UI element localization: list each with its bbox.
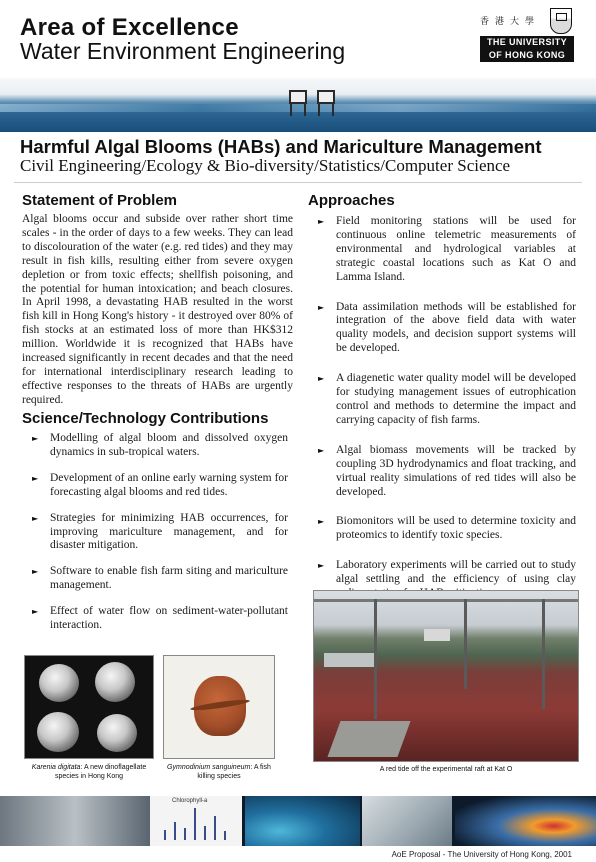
list-item: ► Biomonitors will be used to determine toxicity and proteomics to identify toxic species. <box>318 515 576 543</box>
contributions-list <box>32 432 288 645</box>
gymnodinium-caption-text: : A fish killing species <box>197 764 271 780</box>
list-item: ► Laboratory experiments will be carried out to study algal settling and the efficiency of using clay <box>318 559 576 601</box>
logo-name-line1: THE UNIVERSITY <box>486 37 568 47</box>
karenia-caption <box>20 764 158 781</box>
list-item: ► Modelling of algal bloom and dissolved oxygen dynamics in sub-tropical waters. <box>32 432 288 460</box>
red-tide-raft-photo <box>313 590 579 762</box>
logo-name-line2: OF HONG KONG <box>488 50 566 60</box>
logo-chinese-name: 香港大學 <box>480 17 541 27</box>
chlorophyll-graph-image <box>150 796 242 846</box>
divider <box>14 182 582 183</box>
header <box>0 0 596 80</box>
beach-chair-icon <box>286 90 310 116</box>
list-item: ► Data assimilation methods will be established for integration of the above field data with water quality models, and decision support systems will be developed. <box>318 301 576 357</box>
list-item: ► Field monitoring stations will be used for continuous online telemetric measurements of environmental and hydrological variables at strategic coastal locations such as Kat O and Lamma Island. <box>318 215 576 285</box>
simulation-render-image <box>245 796 360 846</box>
logo-name-box <box>480 36 574 62</box>
raft-caption: A red tide off the experimental raft at Kat O <box>379 766 513 773</box>
graph-label: Chlorophyll-a <box>172 798 208 804</box>
crest-icon <box>550 8 572 34</box>
sea-photo <box>0 796 150 846</box>
approaches-heading: Approaches <box>308 192 395 209</box>
karenia-caption-text: : A new dinoflagellate species in Hong Kong <box>54 764 147 780</box>
list-item: ► Software to enable fish farm siting and mariculture management. <box>32 565 288 593</box>
beach-banner-image <box>0 78 596 132</box>
beach-chair-icon <box>314 90 338 116</box>
contributions-heading: Science/Technology Contributions <box>22 410 269 427</box>
karenia-species-name: Karenia digitata <box>31 764 81 771</box>
poster-title: Harmful Algal Blooms (HABs) and Mariculture Management <box>20 136 542 157</box>
aoe-subtitle: Water Environment Engineering <box>20 38 346 64</box>
approaches-list <box>318 215 576 617</box>
gymnodinium-micrograph-image <box>163 655 275 759</box>
list-item: ► Strategies for minimizing HAB occurrences, for improving mariculture management, and for disaster mitigation. <box>32 512 288 554</box>
gymnodinium-caption <box>160 764 278 781</box>
list-item: ► A diagenetic water quality model will be developed for studying management issues of eutrophication control and methods to determine the impact and carrying capacity of fish farms. <box>318 372 576 428</box>
problem-heading: Statement of Problem <box>22 192 178 209</box>
bottom-image-strip <box>0 796 596 846</box>
coastal-map-image <box>362 796 452 846</box>
model-output-plot-image <box>455 796 596 846</box>
aoe-title: Area of Excellence <box>20 14 239 41</box>
footer-credit: AoE Proposal - The University of Hong Kong, 2001 <box>391 850 572 859</box>
list-item: ► Algal biomass movements will be tracked by coupling 3D hydrodynamics and float tracking, and virtual reality simulations of red tides will also be developed. <box>318 444 576 500</box>
list-item: ► Development of an online early warning system for forecasting algal blooms and red tides. <box>32 472 288 500</box>
list-item: ► Effect of water flow on sediment-water-pollutant interaction. <box>32 605 288 633</box>
university-logo <box>480 8 576 64</box>
poster-disciplines: Civil Engineering/Ecology & Bio-diversity/Statistics/Computer Science <box>20 156 511 175</box>
gymnodinium-species-name: Gymnodinium sanguineum <box>167 764 251 771</box>
karenia-micrograph-image <box>24 655 154 759</box>
problem-text: Algal blooms occur and subside over rather short time scales - in the order of days to a few weeks. They can lead to discolouration of the water (e.g. red tides) and they may result in fish kills, resulting either from severe oxygen depletion or from toxic effects; shellfish poisoning, and the potential for human intoxication; and beach closures. In April 1998, a devastating HAB resulted in the worst fish kill in Hong Kong's history - it destroyed over 80% of fish stocks at an estimated loss of more than HK$312 million. Worldwide it is recognized that HABs have increased significantly in recent decades and that the need for international interdisciplinary research leading to effective responses to the threats of HABs are urgently required. <box>22 213 293 406</box>
